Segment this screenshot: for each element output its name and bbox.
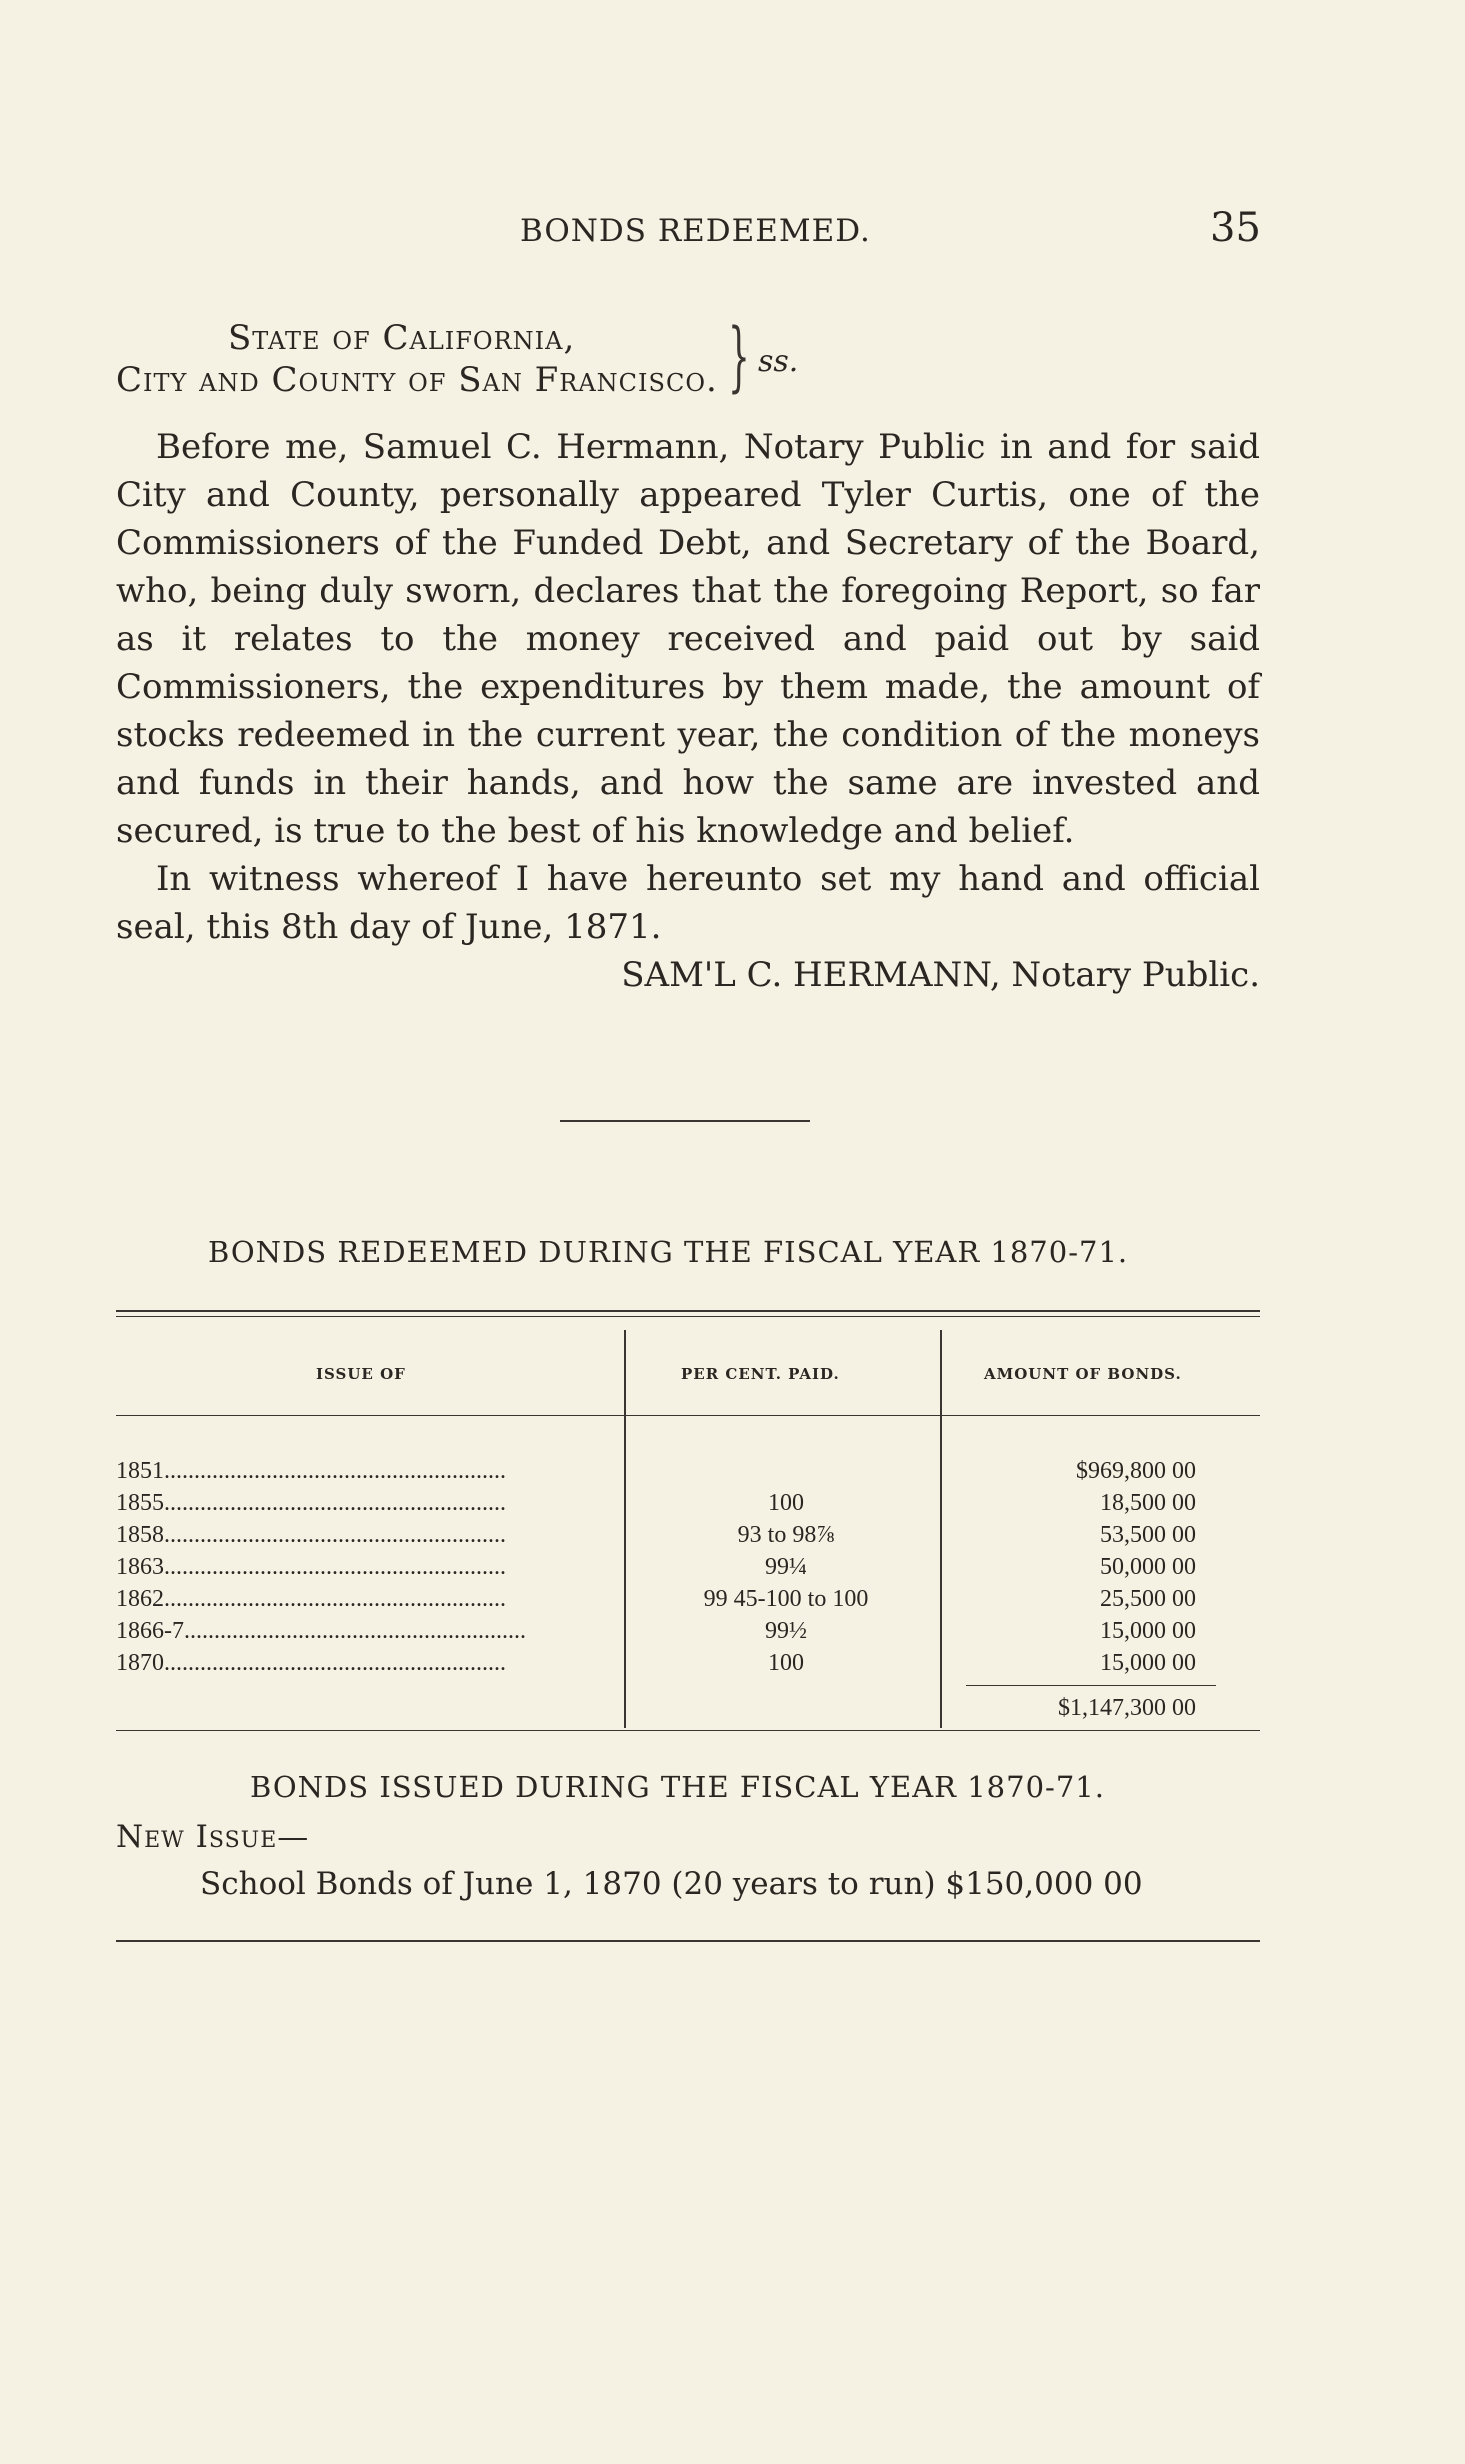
total-rule — [966, 1685, 1216, 1686]
amount-cell: 53,500 00 — [1100, 1522, 1196, 1548]
bottom-rule — [116, 1940, 1260, 1942]
percent-cell: 99¼ — [765, 1554, 807, 1580]
amount-cell: 15,000 00 — [1100, 1650, 1196, 1676]
table-row: 1870......................................................... — [116, 1650, 506, 1676]
header-rule — [116, 1415, 1260, 1416]
percent-cell: 93 to 98⅞ — [737, 1522, 835, 1548]
table-row: 1866-7......................................................... — [116, 1618, 526, 1644]
amount-cell: 15,000 00 — [1100, 1618, 1196, 1644]
issue-year: 1866-7 — [116, 1618, 184, 1644]
notary-signature: SAM'L C. HERMANN, Notary Public. — [621, 955, 1260, 995]
table-top-rule-2 — [116, 1316, 1260, 1317]
table-row: 1851......................................................... — [116, 1458, 506, 1484]
amount-cell: 18,500 00 — [1100, 1490, 1196, 1516]
section-divider — [560, 1120, 810, 1122]
issue-year: 1855 — [116, 1490, 164, 1516]
table-top-rule — [116, 1310, 1260, 1312]
issue-year: 1851 — [116, 1458, 164, 1484]
column-header-issue: ISSUE OF — [316, 1365, 406, 1383]
running-header: BONDS REDEEMED. — [520, 213, 871, 249]
new-issue-label: New Issue— — [116, 1819, 310, 1855]
column-header-amount: AMOUNT OF BONDS. — [984, 1365, 1182, 1383]
witness-paragraph: In witness whereof I have hereunto set my hand and official seal, this 8th day of June, 1871. — [116, 859, 1260, 947]
issue-year: 1862 — [116, 1586, 164, 1612]
venue-county: City and County of San Francisco. — [116, 360, 718, 400]
table-bottom-rule — [116, 1730, 1260, 1731]
amount-cell: 50,000 00 — [1100, 1554, 1196, 1580]
venue-ss: ss. — [758, 344, 799, 379]
issued-title: BONDS ISSUED DURING THE FISCAL YEAR 1870-71. — [250, 1770, 1105, 1804]
redeemed-table — [116, 1310, 1260, 1730]
affidavit-paragraph: Before me, Samuel C. Hermann, Notary Public in and for said City and County, personally appeared Tyler Curtis, one of the Commissioners of the Funded Debt, and Secretary of the Board, who, being duly sworn, declares that the foregoing Report, so far as it relates to the money received and paid out by said Commissioners, the expenditures by them made, the amount of stocks redeemed in the current year, the condition of the moneys and funds in their hands, and how the same are invested and secured, is true to the best of his knowledge and belief. — [116, 427, 1260, 851]
school-bonds-item: School Bonds of June 1, 1870 (20 years to run) $150,000 00 — [200, 1866, 1143, 1902]
table-row: 1855......................................................... — [116, 1490, 506, 1516]
issue-year: 1870 — [116, 1650, 164, 1676]
percent-cell: 100 — [768, 1650, 804, 1676]
venue-brace: } — [728, 311, 750, 400]
redeemed-title: BONDS REDEEMED DURING THE FISCAL YEAR 1870-71. — [208, 1235, 1129, 1269]
venue-state: State of California, — [228, 318, 576, 358]
page-number: 35 — [1210, 205, 1261, 251]
percent-cell: 100 — [768, 1490, 804, 1516]
total-amount: $1,147,300 00 — [1058, 1695, 1196, 1721]
amount-cell: $969,800 00 — [1076, 1458, 1196, 1484]
column-header-percent: PER CENT. PAID. — [681, 1365, 840, 1383]
percent-cell: 99½ — [765, 1618, 807, 1644]
table-row: 1863......................................................... — [116, 1554, 506, 1580]
amount-cell: 25,500 00 — [1100, 1586, 1196, 1612]
percent-cell: 99 45-100 to 100 — [703, 1586, 869, 1612]
issue-year: 1863 — [116, 1554, 164, 1580]
issue-year: 1858 — [116, 1522, 164, 1548]
table-row: 1862......................................................... — [116, 1586, 506, 1612]
table-row: 1858......................................................... — [116, 1522, 506, 1548]
